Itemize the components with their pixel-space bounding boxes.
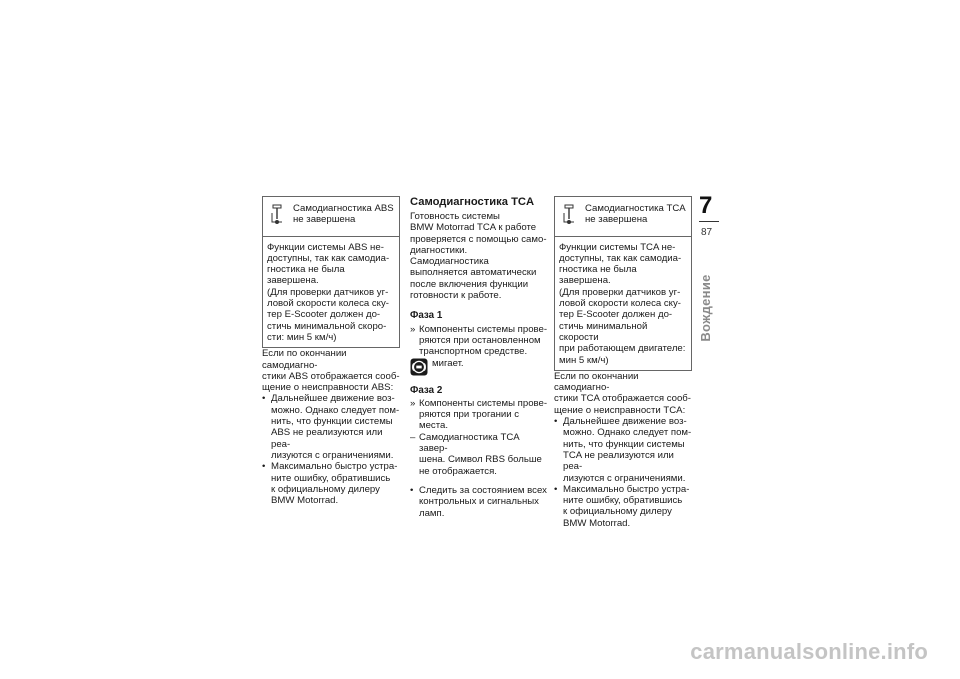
text-line: стичь минимальной скорости [559,320,648,343]
text-line: ряются при остановленном [419,334,541,346]
text-line: Функции системы TCA не- [559,241,676,253]
phase2-heading: Фаза 2 [410,384,443,396]
abs-after-paragraph [262,348,400,393]
text-line: ните ошибку, обратившись [563,495,683,507]
text-line: нить, что функции системы [271,416,393,428]
text-line: Если по окончании самодиагно- [554,370,639,394]
text-line: гностика не была завершена. [267,264,345,287]
text-line: стичь минимальной скоро- [267,320,387,332]
abs-notice-title-line1: Самодиагностика ABS [293,203,394,214]
abs-notice-header [263,197,399,237]
text-line: Компоненты системы прове- [419,397,548,409]
bullet-marker: • [554,416,558,428]
text-line: BMW Motorrad. [271,495,339,507]
text-line: можно. Однако следует пом- [563,427,692,439]
text-line: стики ABS отображается сооб- [262,370,400,382]
column-tca-notice [554,196,692,529]
text-line: готовности к работе. [410,290,502,302]
text-line: ABS не реализуются или реа- [271,427,383,450]
abs-notice-title-line2: не завершена [293,214,356,226]
tca-notice-title-line1: Самодиагностика TCA [585,203,686,214]
tca-after-paragraph [554,371,692,416]
text-line: шена. Символ RBS больше [419,454,542,466]
phase1-list [410,324,548,358]
text-line: Готовность системы [410,211,500,222]
bullet-marker: • [262,461,266,473]
tca-notice-title-line2: не завершена [585,214,648,226]
text-line: TCA не реализуются или реа- [563,449,674,473]
text-line: после включения функции [410,278,529,290]
text-line: лизуются с ограничениями. [563,472,686,484]
text-line: Максимально быстро устра- [271,461,398,473]
info-pointer-icon [270,204,284,226]
abs-bullet-list [262,393,400,506]
text-line: транспортном средстве. [419,346,528,358]
text-line: Если по окончании самодиагно- [262,348,347,371]
text-line: лизуются с ограничениями. [271,449,394,461]
column-tca-diagnosis [410,196,548,519]
text-line: тер E-Scooter должен до- [559,309,673,321]
bullet-marker: • [262,393,266,405]
tca-blink-row [410,358,548,376]
arrow-marker: » [410,323,416,335]
text-line: гностика не была завершена. [559,264,637,287]
text-line: Самодиагностика TCA завер- [419,431,520,455]
text-line: контрольных и сигнальных [419,496,539,508]
text-line: к официальному дилеру [271,483,380,495]
chapter-title: Вождение [698,274,713,342]
tca-notice-header [555,197,691,237]
text-line: щение о неисправности ABS: [262,382,394,394]
tca-intro-paragraph [410,211,548,301]
dash-marker: – [410,431,416,443]
arrow-marker: » [410,397,416,409]
text-line: выполняется автоматически [410,267,537,279]
watermark: carmanualsonline.info [690,639,928,664]
text-line: ламп. [419,507,445,519]
list-item [554,416,692,484]
list-item [262,461,400,506]
abs-notice-box [262,196,400,348]
list-item [554,484,692,529]
text-line: сти: мин 5 км/ч) [267,331,337,343]
tca-bullet-list [410,485,548,519]
column-abs [262,196,400,506]
phase1-heading: Фаза 1 [410,310,443,322]
text-line: (Для проверки датчиков уг- [559,286,681,298]
list-item [262,393,400,461]
text-line: BMW Motorrad. [563,517,631,529]
text-line: к официальному дилеру [563,506,672,518]
text-line: проверяется с помощью само- [410,233,547,245]
list-item [410,432,548,477]
abs-notice-body [263,237,399,348]
bullet-marker: • [410,484,414,496]
chapter-number: 7 [699,192,713,219]
text-line: тер E-Scooter должен до- [267,309,381,321]
tca-notice-box [554,196,692,371]
text-line: нить, что функции системы [563,438,685,450]
text-line: Дальнейшее движение воз- [563,416,687,428]
list-item [410,485,548,519]
text-line: Дальнейшее движение воз- [271,393,395,405]
text-line: щение о неисправности TCA: [554,404,686,416]
list-item [410,324,548,358]
text-line: ловой скорости колеса ску- [267,298,389,310]
bullet-marker: • [554,483,558,495]
text-line: Следить за состоянием всех [419,484,547,496]
text-line: стики TCA отображается сооб- [554,393,691,405]
chapter-divider [699,221,719,222]
tca-notice-body [555,237,691,370]
text-line: доступны, так как самодиа- [559,252,682,264]
phase2-list [410,398,548,477]
text-line: (Для проверки датчиков уг- [267,286,389,298]
text-line: ряются при трогании с места. [419,409,520,432]
tca-warning-lamp-icon [410,358,428,376]
text-line: при работающем двигателе: [559,343,686,355]
list-item [410,398,548,432]
text-line: доступны, так как самодиа- [267,252,390,264]
info-pointer-icon [562,204,576,226]
blink-text: мигает. [432,357,464,369]
text-line: можно. Однако следует пом- [271,404,400,416]
tca-notice-bullet-list [554,416,692,529]
text-line: диагностики. Самодиагностика [410,244,489,268]
text-line: мин 5 км/ч) [559,354,609,366]
text-line: не отображается. [419,465,497,477]
section-heading: Самодиагностика TCA [410,196,535,208]
text-line: Функции системы ABS не- [267,241,384,253]
text-line: BMW Motorrad TCA к работе [410,222,537,234]
text-line: ловой скорости колеса ску- [559,298,681,310]
page-number: 87 [701,227,713,238]
text-line: Компоненты системы прове- [419,323,548,335]
text-line: ните ошибку, обратившись [271,472,391,484]
text-line: Максимально быстро устра- [563,483,690,495]
